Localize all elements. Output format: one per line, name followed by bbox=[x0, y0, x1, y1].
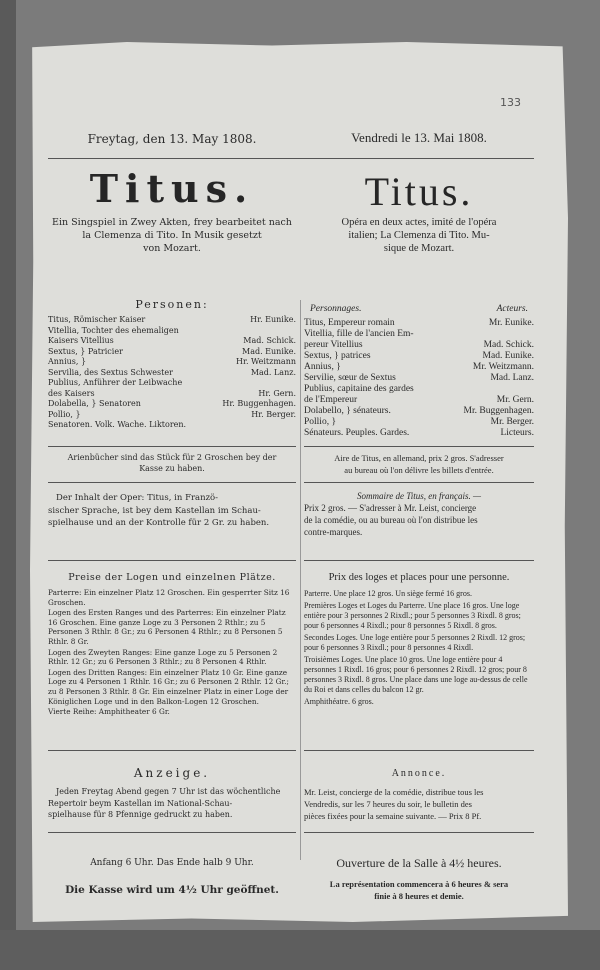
notice-fr bbox=[304, 786, 534, 822]
cast-heading-roles: Personnages. bbox=[310, 304, 362, 314]
cast-row bbox=[304, 406, 534, 417]
cast-actor: Mad. Eunike. bbox=[482, 351, 534, 361]
subtitle-fr-line: sique de Mozart. bbox=[383, 243, 455, 254]
cast-actor: Mad. Schick. bbox=[243, 336, 296, 345]
cast-role: Annius, } bbox=[304, 362, 341, 372]
rule-fr-5 bbox=[304, 832, 534, 833]
cast-actor: Mr. Berger. bbox=[490, 417, 534, 427]
price-item: Parterre. Une place 12 gros. Un siège fermé 16 gros. bbox=[304, 589, 472, 598]
box-office-de: Die Kasse wird um 4½ Uhr geöffnet. bbox=[65, 884, 279, 896]
note-line: de la comédie, ou au bureau où l'on distribue les bbox=[304, 515, 478, 525]
content-note-de bbox=[48, 492, 296, 530]
notice-line: Repertoir beym Kastellan im National-Schau- bbox=[48, 798, 233, 808]
cast-role: Titus, Empereur romain bbox=[304, 318, 395, 328]
cast-actor: Mr. Eunike. bbox=[488, 318, 534, 328]
cast-row bbox=[304, 340, 534, 351]
prices-heading-fr: Prix des loges et places pour une personne. bbox=[328, 572, 510, 583]
title-fr: Titus. bbox=[364, 169, 474, 214]
opening-fr: Ouverture de la Salle à 4½ heures. bbox=[336, 856, 502, 870]
cast-row bbox=[48, 326, 296, 337]
notice-heading-de: Anzeige. bbox=[133, 766, 211, 780]
cast-row bbox=[48, 336, 296, 347]
cast-row bbox=[48, 347, 296, 358]
note-line: Aire de Titus, en allemand, prix 2 gros. S'adresser bbox=[334, 453, 504, 463]
cast-role: Publius, Anführer der Leibwache bbox=[48, 378, 183, 387]
price-item: Logen des Dritten Ranges: Ein einzelner Platz 10 Gr. Eine ganze Loge zu 4 Personen 1 Rthlr. 16 Gr.; zu 6 Personen 2 Rthlr. 12 Gr.; zu 8 Personen 3 Rthlr. 8 Gr. Ein einzelner Platz in einer Loge der Königlichen Loge und in den Balkon-Logen 12 Groschen. bbox=[48, 667, 289, 706]
cast-role: Dolabello, } sénateurs. bbox=[304, 406, 391, 416]
rule-de-4 bbox=[48, 750, 296, 751]
cast-heading-de: Personen: bbox=[135, 298, 209, 311]
prices-heading-de: Preise der Logen und einzelnen Plätze. bbox=[68, 572, 276, 583]
notice-line: Jeden Freytag Abend gegen 7 Uhr ist das wöchentliche bbox=[56, 787, 281, 796]
cast-row bbox=[304, 329, 534, 340]
cast-role: Kaisers Vitellius bbox=[48, 336, 114, 345]
price-item: Logen des Zweyten Ranges: Eine ganze Loge zu 5 Personen 2 Rthlr. 12 Gr.; zu 6 Personen 3 Rthlr.; zu 8 Personen 4 Rthlr. bbox=[48, 647, 278, 667]
cast-actor: Hr. Gern. bbox=[258, 388, 296, 398]
cast-role: Publius, capitaine des gardes bbox=[304, 384, 414, 394]
title-de: Titus. bbox=[89, 166, 255, 211]
cast-role: Senatoren. Volk. Wache. Liktoren. bbox=[48, 420, 187, 429]
cast-role: Vitellia, Tochter des ehemaligen bbox=[48, 325, 179, 335]
cast-role: Sénateurs. Peuples. Gardes. bbox=[304, 428, 410, 438]
notice-line: spielhause für 8 Pfennige gedruckt zu haben. bbox=[48, 810, 233, 819]
price-item: Vierte Reihe: Amphitheater 6 Gr. bbox=[48, 707, 170, 717]
summary-note-fr bbox=[304, 490, 534, 538]
subtitle-de-line: la Clemenza di Tito. In Musik gesetzt bbox=[82, 230, 262, 241]
notice-line: Mr. Leist, concierge de la comédie, distribue tous les bbox=[304, 787, 484, 797]
cast-actor: Mad. Lanz. bbox=[490, 373, 534, 383]
cast-role: Pollio, } bbox=[48, 409, 81, 419]
rule-fr-4 bbox=[304, 750, 534, 751]
cast-row bbox=[304, 395, 534, 406]
rule-de-1 bbox=[48, 446, 296, 447]
note-line: Arienbücher sind das Stück für 2 Groschen bey der bbox=[67, 453, 277, 462]
date-de: Freytag, den 13. May 1808. bbox=[87, 132, 257, 146]
subtitle-de-line: Ein Singspiel in Zwey Akten, frey bearbeitet nach bbox=[52, 217, 292, 228]
cast-row bbox=[304, 318, 534, 329]
cast-row bbox=[48, 357, 296, 368]
note-line: spielhause und an der Kontrolle für 2 Gr. zu haben. bbox=[48, 518, 270, 528]
note-line: Prix 2 gros. — S'adresser à Mr. Leist, concierge bbox=[304, 503, 477, 513]
prices-de bbox=[48, 588, 296, 717]
cast-actor: Mad. Lanz. bbox=[250, 367, 296, 377]
cast-actor: Mad. Eunike. bbox=[242, 346, 296, 356]
cast-row bbox=[48, 399, 296, 410]
cast-row bbox=[304, 362, 534, 373]
prices-fr bbox=[304, 589, 534, 707]
price-item: Parterre: Ein einzelner Platz 12 Groschen. Ein gesperrter Sitz 16 Groschen. bbox=[48, 588, 290, 607]
cast-role: Annius, } bbox=[48, 357, 87, 366]
rule-de-5 bbox=[48, 832, 296, 833]
cast-role: Dolabella, } Senatoren bbox=[48, 399, 141, 408]
cast-row bbox=[48, 420, 296, 431]
rule-top bbox=[48, 158, 534, 159]
cast-actor: Hr. Buggenhagen. bbox=[222, 399, 296, 408]
note-line: Der Inhalt der Oper: Titus, in Franzö- bbox=[56, 493, 219, 503]
notice-line: pièces fixées pour la semaine suivante. — Prix 8 Pf. bbox=[304, 811, 482, 821]
cast-row bbox=[48, 368, 296, 379]
cast-role: Vitellia, fille de l'ancien Em- bbox=[304, 329, 414, 339]
note-line: au bureau où l'on délivre les billets d'entrée. bbox=[344, 465, 494, 475]
date-fr: Vendredi le 13. Mai 1808. bbox=[351, 130, 487, 145]
notice-de bbox=[48, 786, 296, 821]
price-item: Secondes Loges. Une loge entière pour 5 personnes 2 Rixdl. 12 gros; pour 6 personnes 3 Rixdl.; pour 8 personnes 4 Rixdl. bbox=[304, 633, 526, 652]
cast-row bbox=[48, 378, 296, 389]
rule-fr-2 bbox=[304, 482, 534, 483]
cast-role: Pollio, } bbox=[304, 417, 337, 427]
cast-role: Servilie, sœur de Sextus bbox=[304, 373, 396, 383]
cast-row bbox=[304, 373, 534, 384]
rule-fr-3 bbox=[304, 560, 534, 561]
scanner-edge-bottom bbox=[0, 930, 600, 970]
libretto-note-de bbox=[48, 452, 296, 474]
cast-row bbox=[48, 315, 296, 326]
cast-actor: Hr. Weitzmann bbox=[236, 357, 296, 366]
cast-row bbox=[304, 428, 534, 439]
subtitle-fr-line: Opéra en deux actes, imité de l'opéra bbox=[341, 217, 497, 228]
cast-row bbox=[48, 410, 296, 421]
cast-role: de l'Empereur bbox=[304, 395, 358, 405]
notice-heading-fr: Annonce. bbox=[391, 768, 447, 779]
notice-line: Vendredis, sur les 7 heures du soir, le bulletin des bbox=[304, 799, 472, 809]
price-item: Troisièmes Loges. Une place 10 gros. Une loge entière pour 4 personnes 1 Rixdl. 16 gros; pour 6 personnes 2 Rixdl. 12 gros; pour 8 personnes 3 Rixdl. 8 gros. Une place dans une loge au-dessus de celle du Roi et dans celles du balcon 12 gr. bbox=[304, 655, 528, 694]
price-item: Premières Loges et Loges du Parterre. Une place 16 gros. Une loge entière pour 3 personnes 2 Rixdl.; pour 5 personnes 3 Rixdl. 8 gros; pour 6 personnes 4 Rixdl.; pour 8 personnes 5 Rixdl. 8 gros. bbox=[304, 601, 521, 630]
subtitle-fr-line: italien; La Clemenza di Tito. Mu- bbox=[348, 230, 490, 241]
cast-actor: Mad. Schick. bbox=[483, 340, 534, 350]
libretto-note-fr bbox=[304, 452, 534, 476]
performance-line: finie à 8 heures et demie. bbox=[374, 891, 464, 901]
cast-row bbox=[304, 351, 534, 362]
page-number: 133 bbox=[500, 96, 521, 109]
start-time-de: Anfang 6 Uhr. Das Ende halb 9 Uhr. bbox=[90, 858, 254, 868]
rule-de-3 bbox=[48, 560, 296, 561]
cast-actor: Hr. Eunike. bbox=[250, 315, 296, 324]
cast-role: Titus, Römischer Kaiser bbox=[48, 315, 146, 324]
cast-row bbox=[48, 389, 296, 400]
cast-row bbox=[304, 384, 534, 395]
cast-actor: Mr. Gern. bbox=[496, 395, 534, 405]
note-line: contre-marques. bbox=[304, 527, 363, 537]
price-item: Amphithéatre. 6 gros. bbox=[304, 697, 374, 706]
note-line: sischer Sprache, ist bey dem Kastellan im Schau- bbox=[48, 505, 261, 516]
scanner-edge-left bbox=[0, 0, 16, 970]
subtitle-fr bbox=[304, 216, 534, 255]
note-line: Kasse zu haben. bbox=[139, 464, 205, 473]
cast-role: des Kaisers bbox=[48, 388, 95, 398]
note-line: Sommaire de Titus, en français. — bbox=[357, 491, 481, 501]
cast-list-fr bbox=[304, 318, 534, 439]
cast-role: Servilia, des Sextus Schwester bbox=[48, 367, 173, 377]
cast-actor: Licteurs. bbox=[500, 428, 534, 438]
subtitle-de bbox=[48, 216, 296, 255]
price-item: Logen des Ersten Ranges und des Parterres: Ein einzelner Platz 16 Groschen. Eine ganze Loge zu 3 Personen 2 Rthlr.; zu 5 Personen 3 Rthlr. 8 Gr.; zu 6 Personen 4 Rthlr.; zu 8 Personen 5 Rthlr. 8 Gr. bbox=[48, 608, 286, 646]
cast-role: Sextus, } Patricier bbox=[48, 346, 123, 356]
cast-role: Sextus, } patrices bbox=[304, 351, 371, 361]
performance-line: La représentation commencera à 6 heures & sera bbox=[329, 879, 509, 889]
column-divider bbox=[300, 300, 301, 860]
cast-list-de bbox=[48, 315, 296, 431]
cast-row bbox=[304, 417, 534, 428]
cast-actor: Mr. Buggenhagen. bbox=[463, 406, 534, 416]
cast-actor: Hr. Berger. bbox=[251, 409, 296, 419]
cast-actor: Mr. Weitzmann. bbox=[472, 362, 534, 372]
cast-role: pereur Vitellius bbox=[304, 340, 363, 350]
cast-heading-fr bbox=[304, 304, 534, 314]
performance-fr bbox=[304, 878, 534, 902]
rule-de-2 bbox=[48, 482, 296, 483]
rule-fr-1 bbox=[304, 446, 534, 447]
cast-heading-actors: Acteurs. bbox=[496, 304, 528, 314]
subtitle-de-line: von Mozart. bbox=[143, 243, 201, 254]
